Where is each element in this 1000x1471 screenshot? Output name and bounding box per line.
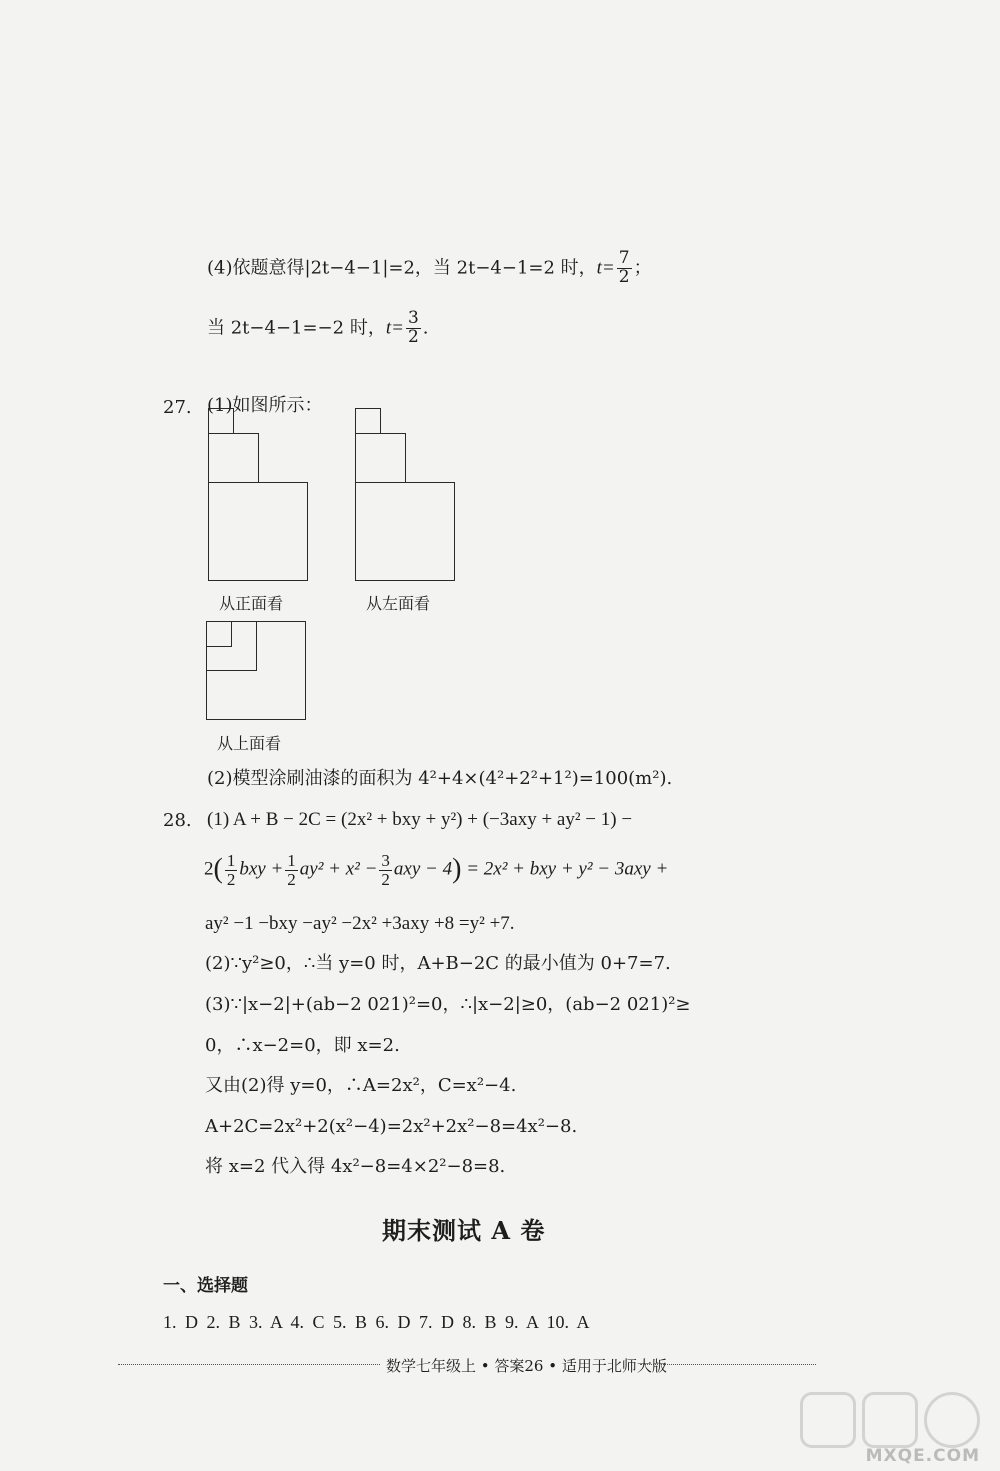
- fraction-numerator: 1: [287, 851, 296, 870]
- fraction-denominator: 2: [381, 869, 390, 889]
- footer-text: 数学七年级上 • 答案26 • 适用于北师大版: [386, 1357, 667, 1375]
- semicolon: ；: [633, 257, 652, 279]
- footer-rule-left: [118, 1364, 380, 1365]
- q26-part4-line2: [207, 310, 429, 347]
- fraction-numerator: 3: [381, 851, 390, 870]
- watermark-logo: [800, 1392, 980, 1448]
- front-view-large-square: [208, 482, 308, 581]
- section-subtitle: 一、选择题: [163, 1276, 248, 1296]
- q28-line4: (2)∵y²≥0，∴当 y=0 时，A+B−2C 的最小值为 0+7=7.: [205, 953, 671, 974]
- q28-line9: 将 x=2 代入得 4x²−8=4×2²−8=8.: [205, 1156, 506, 1177]
- fraction-half-1: [225, 852, 238, 889]
- fraction-numerator: 1: [226, 851, 236, 870]
- watermark-site: MXQE.COM: [865, 1446, 980, 1466]
- front-view-medium-square: [208, 433, 259, 483]
- q27-number: 27.: [163, 397, 192, 418]
- fraction-3-2: [406, 310, 421, 347]
- q28-line3: ay² −1 −bxy −ay² −2x² +3axy +8 =y² +7.: [205, 913, 515, 934]
- left-view-large-square: [355, 482, 455, 581]
- q27-part2: (2)模型涂刷油漆的面积为 4²+4×(4²+2²+1²)=100(m²).: [207, 768, 673, 789]
- left-paren: (: [213, 853, 223, 885]
- fraction-7-2: [617, 250, 632, 287]
- q26-abs-equation: |2t−4−1|=2，: [304, 257, 433, 279]
- t-label-2: t=: [385, 317, 404, 339]
- front-view-small-square: [208, 408, 234, 434]
- q28-line5: (3)∵|x−2|+(ab−2 021)²=0，∴|x−2|≥0，(ab−2 021)²≥: [205, 994, 691, 1015]
- q28-line6: 0，∴x−2=0，即 x=2.: [205, 1035, 400, 1056]
- t-label-1: t=: [596, 257, 615, 279]
- caption-front-view: 从正面看: [219, 594, 284, 613]
- left-view-small-square: [355, 408, 381, 434]
- left-view-medium-square: [355, 433, 406, 483]
- q28-line2-result: = 2x² + bxy + y² − 3axy +: [466, 858, 669, 880]
- fraction-denominator: 2: [226, 869, 236, 889]
- q26-case2: 当 2t−4−1=−2 时，: [207, 317, 386, 339]
- fraction-denominator: 2: [618, 266, 630, 287]
- q27-part1: (1)如图所示：: [207, 395, 323, 416]
- q26-part4-line1: [207, 250, 652, 287]
- q26-case1: 当 2t−4−1=2 时，: [432, 257, 597, 279]
- q28-line1: (1) A + B − 2C = (2x² + bxy + y²) + (−3axy + ay² − 1) −: [207, 809, 633, 830]
- watermark-box-2: [862, 1392, 918, 1448]
- q26-part4-intro: (4)依题意得: [207, 257, 305, 279]
- caption-top-view: 从上面看: [217, 734, 282, 753]
- fraction-numerator: 3: [407, 308, 419, 328]
- term-axy-4: axy − 4: [393, 858, 453, 880]
- footer-rule-right: [640, 1364, 816, 1365]
- fraction-denominator: 2: [407, 326, 419, 347]
- q28-line8: A+2C=2x²+2(x²−4)=2x²+2x²−8=4x²−8.: [205, 1116, 578, 1137]
- coefficient-2: 2: [204, 858, 214, 880]
- section-title: 期末测试 A 卷: [382, 1216, 546, 1245]
- q28-line2: [204, 852, 668, 889]
- caption-left-view: 从左面看: [366, 594, 431, 613]
- fraction-numerator: 7: [618, 248, 630, 268]
- fraction-half-2: [285, 852, 298, 889]
- watermark-box-1: [800, 1392, 856, 1448]
- period: .: [422, 317, 429, 339]
- term-ay2-x2: ay² + x² −: [299, 858, 378, 880]
- term-bxy: bxy +: [239, 858, 284, 880]
- fraction-denominator: 2: [287, 869, 296, 889]
- right-paren: ): [452, 853, 462, 885]
- watermark-box-3: [924, 1392, 980, 1448]
- q28-line7: 又由(2)得 y=0，∴A=2x²，C=x²−4.: [205, 1075, 517, 1096]
- q28-number: 28.: [163, 810, 192, 831]
- top-view-small-square: [206, 621, 232, 647]
- fraction-three-halves: [379, 852, 392, 889]
- choice-answers: 1. D 2. B 3. A 4. C 5. B 6. D 7. D 8. B 9. A 10. A: [163, 1312, 590, 1332]
